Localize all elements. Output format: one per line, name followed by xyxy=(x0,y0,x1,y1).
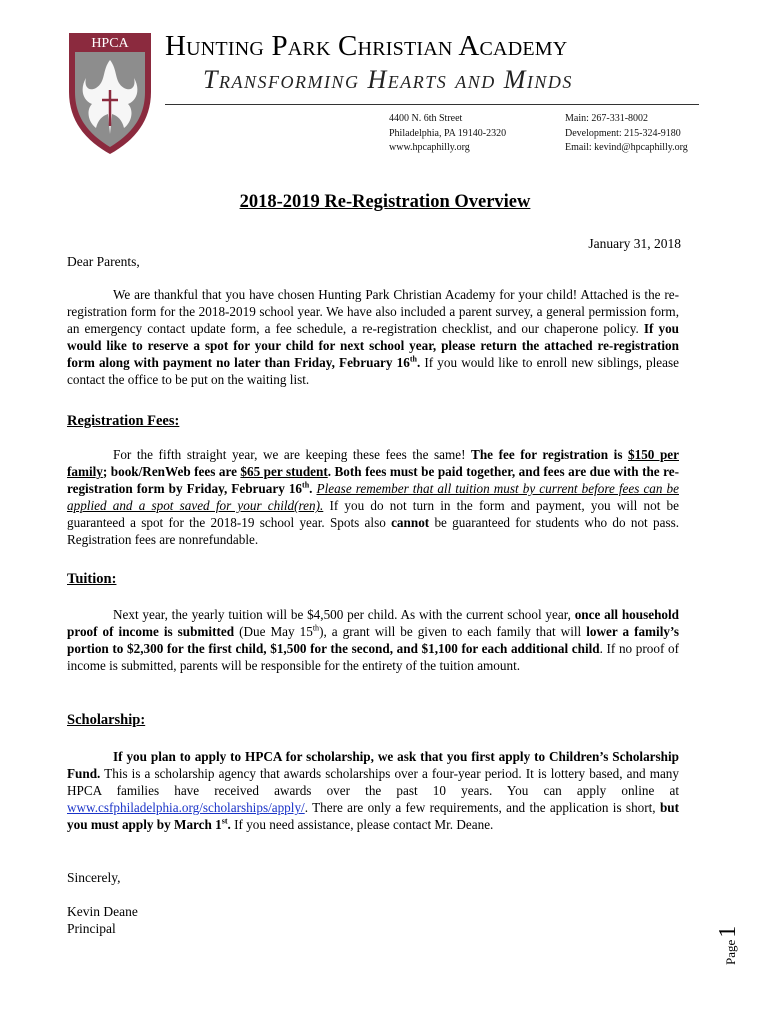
address-street: 4400 N. 6th Street xyxy=(389,113,463,124)
document-title: 2018-2019 Re-Registration Overview xyxy=(239,192,531,212)
svg-text:HPCA: HPCA xyxy=(91,36,129,51)
registration-fees-heading: Registration Fees: xyxy=(67,413,180,429)
contact-block xyxy=(565,112,688,156)
scholarship-apply-link[interactable]: www.csfphiladelphia.org/scholarships/apply/ xyxy=(67,800,305,816)
page-number: Page1 xyxy=(715,925,741,965)
website-link[interactable]: www.hpcaphilly.org xyxy=(389,142,470,153)
school-logo xyxy=(66,30,154,156)
letterhead-divider xyxy=(165,104,699,105)
address-city: Philadelphia, PA 19140-2320 xyxy=(389,127,507,139)
scholarship-paragraph: If you plan to apply to HPCA for scholarship, we ask that you first apply to Children’s Scholarship Fund. This is a scholarship agency that awards scholarships over a four-year period. It is lottery based, and many HPCA families have received awards over the past 10 years. You can apply online at www.csfphiladelphia.org/scholarships/apply/. There are only a few requirements, and the application is short, but you must apply by March 1st. If you need assistance, please contact Mr. Deane. xyxy=(67,749,679,833)
hpca-shield-icon xyxy=(66,30,154,156)
tuition-paragraph: Next year, the yearly tuition will be $4,500 per child. As with the current school year, once all household proof of income is submitted (Due May 15th), a grant will be given to each family that will lower a family’s portion to $2,300 for the first child, $1,500 for the second, and $1,100 for each additional child. If no proof of income is submitted, parents will be responsible for the entirety of the tuition amount. xyxy=(67,607,679,674)
tuition-heading: Tuition: xyxy=(67,571,117,587)
letter-date: January 31, 2018 xyxy=(588,236,681,251)
scholarship-heading: Scholarship: xyxy=(67,712,146,728)
address-block xyxy=(389,112,506,156)
signer-name: Kevin Deane xyxy=(67,904,138,919)
sign-off: Sincerely, xyxy=(67,870,121,885)
signer-role: Principal xyxy=(67,921,116,936)
school-tagline: Transforming Hearts and Minds xyxy=(203,65,573,94)
school-name: Hunting Park Christian Academy xyxy=(165,30,568,62)
salutation: Dear Parents, xyxy=(67,254,140,269)
phone-main: Main: 267-331-8002 xyxy=(565,113,649,124)
intro-paragraph: We are thankful that you have chosen Hunting Park Christian Academy for your child! Attached is the re-registration form for the 2018-2019 school year. We have also included a parent survey, a general permission form, an emergency contact update form, a fee schedule, a re-registration checklist, and our chaperone policy. If you would like to reserve a spot for your child for next school year, please return the attached re-registration form along with payment no later than Friday, February 16th. If you would like to enroll new siblings, please contact the office to be put on the waiting list. xyxy=(67,287,680,388)
email-contact[interactable]: Email: kevind@hpcaphilly.org xyxy=(565,142,688,153)
phone-development: Development: 215-324-9180 xyxy=(565,127,681,139)
registration-paragraph: For the fifth straight year, we are keeping these fees the same! The fee for registration is $150 per family; book/RenWeb fees are $65 per student. Both fees must be paid together, and fees are due with the re-registration form by Friday, February 16th. Please remember that all tuition must by current before fees can be applied and a spot saved for your child(ren). If you do not turn in the form and payment, you will not be guaranteed a spot for the 2018-19 school year. Spots also cannot be guaranteed for students who do not pass. Registration fees are nonrefundable. xyxy=(67,447,679,548)
